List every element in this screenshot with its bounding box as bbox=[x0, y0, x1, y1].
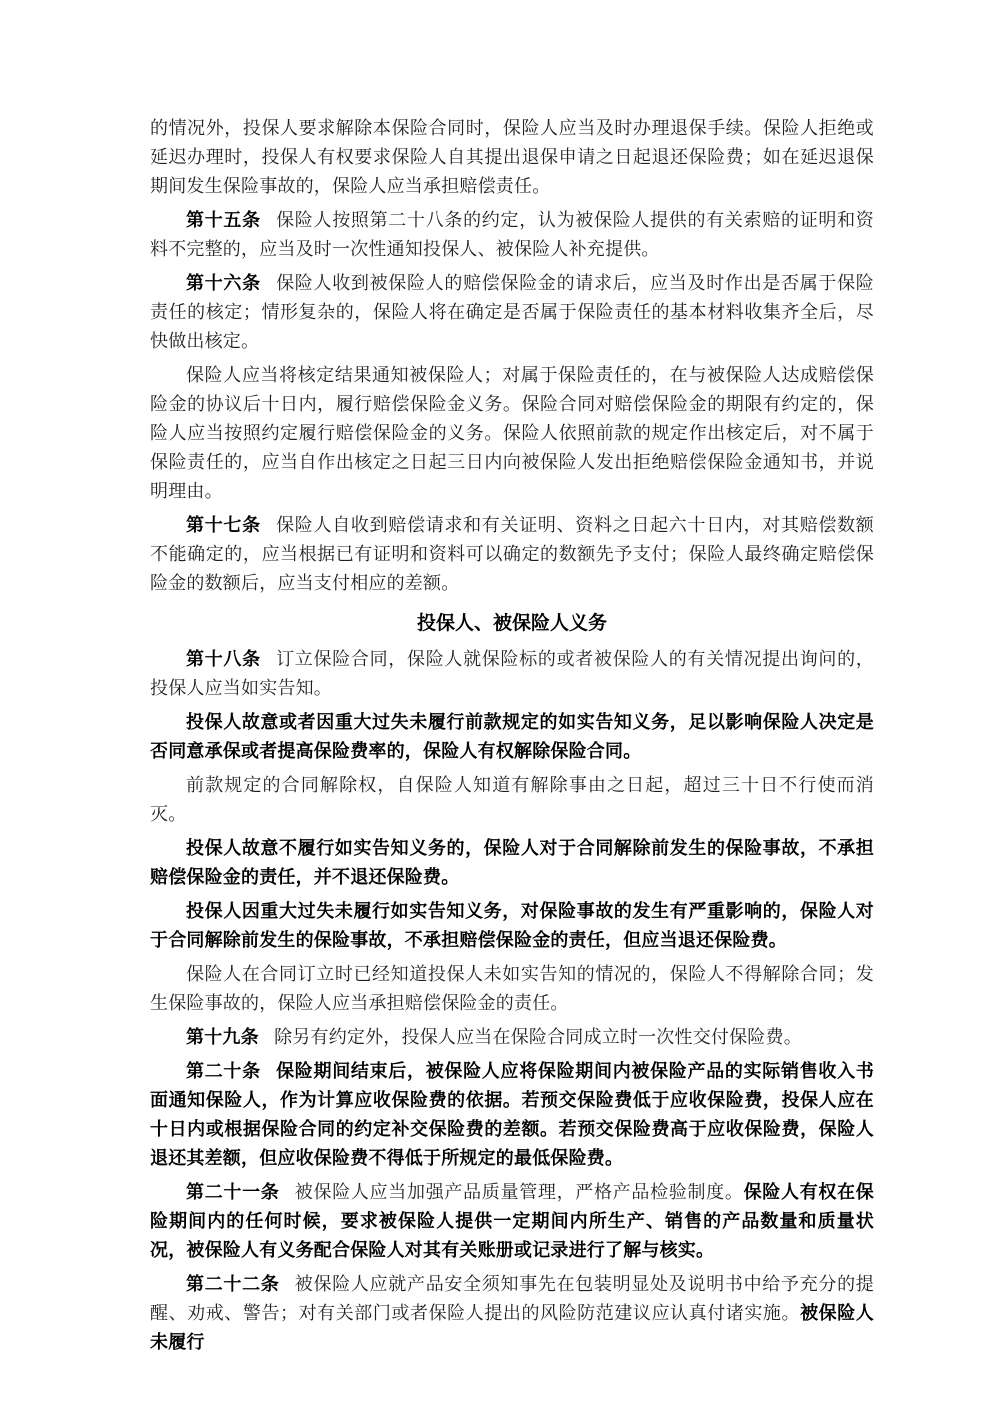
article-21-label: 第二十一条 bbox=[186, 1182, 280, 1203]
paragraph-gross-negligence: 投保人因重大过失未履行如实告知义务，对保险事故的发生有严重影响的，保险人对于合同解除前发生的保险事故，不承担赔偿保险金的责任，但应当退还保险费。 bbox=[150, 901, 874, 951]
article-19-label: 第十九条 bbox=[186, 1027, 259, 1048]
article-22-label: 第二十二条 bbox=[186, 1274, 280, 1295]
paragraph-continuation: 的情况外，投保人要求解除本保险合同时，保险人应当及时办理退保手续。保险人拒绝或延迟办理时，投保人有权要求保险人自其提出退保申请之日起退还保险费；如在延迟退保期间发生保险事故的，保险人应当承担赔偿责任。 bbox=[150, 118, 874, 197]
paragraph-article-21 bbox=[150, 1178, 874, 1265]
paragraph-notify-result: 保险人应当将核定结果通知被保险人；对属于保险责任的，在与被保险人达成赔偿保险金的协议后十日内，履行赔偿保险金义务。保险合同对赔偿保险金的期限有约定的，保险人应当按照约定履行赔偿保险金的义务。保险人依照前款的规定作出核定后，对不属于保险责任的，应当自作出核定之日起三日内向被保险人发出拒绝赔偿保险金通知书，并说明理由。 bbox=[150, 365, 874, 502]
paragraph-article-18 bbox=[150, 645, 874, 703]
article-21-text-bold: 保险人有权在保险期间内的任何时候，要求被保险人提供一定期间内所生产、销售的产品数量和质量状况，被保险人有义务配合保险人对其有关账册或记录进行了解与核实。 bbox=[150, 1182, 874, 1261]
article-18-text: 订立保险合同，保险人就保险标的或者被保险人的有关情况提出询问的，投保人应当如实告知。 bbox=[150, 649, 874, 699]
paragraph-article-19 bbox=[150, 1023, 874, 1052]
paragraph-article-20 bbox=[150, 1057, 874, 1173]
paragraph-insurer-knew: 保险人在合同订立时已经知道投保人未如实告知的情况的，保险人不得解除合同；发生保险事故的，保险人应当承担赔偿保险金的责任。 bbox=[150, 964, 874, 1014]
paragraph-article-22 bbox=[150, 1270, 874, 1357]
article-20-text: 保险期间结束后，被保险人应将保险期间内被保险产品的实际销售收入书面通知保险人，作为计算应收保险费的依据。若预交保险费低于应收保险费，投保人应在十日内或根据保险合同的约定补交保险费的差额。若预交保险费高于应收保险费，保险人退还其差额，但应收保险费不得低于所规定的最低保险费。 bbox=[150, 1061, 874, 1169]
paragraph-rescind-right: 前款规定的合同解除权，自保险人知道有解除事由之日起，超过三十日不行使而消灭。 bbox=[150, 775, 874, 825]
article-22-text-bold: 被保险人未履行 bbox=[150, 1303, 874, 1353]
article-15-label: 第十五条 bbox=[186, 210, 261, 231]
article-17-text: 保险人自收到赔偿请求和有关证明、资料之日起六十日内，对其赔偿数额不能确定的，应当根据已有证明和资料可以确定的数额先予支付；保险人最终确定赔偿保险金的数额后，应当支付相应的差额。 bbox=[150, 515, 874, 594]
paragraph-intentional-no-refund: 投保人故意不履行如实告知义务的，保险人对于合同解除前发生的保险事故，不承担赔偿保险金的责任，并不退还保险费。 bbox=[150, 838, 874, 888]
paragraph-intentional-disclosure: 投保人故意或者因重大过失未履行前款规定的如实告知义务，足以影响保险人决定是否同意承保或者提高保险费率的，保险人有权解除保险合同。 bbox=[150, 712, 874, 762]
section-heading: 投保人、被保险人义务 bbox=[416, 612, 607, 634]
article-16-text: 保险人收到被保险人的赔偿保险金的请求后，应当及时作出是否属于保险责任的核定；情形复杂的，保险人将在确定是否属于保险责任的基本材料收集齐全后，尽快做出核定。 bbox=[150, 273, 874, 352]
article-17-label: 第十七条 bbox=[186, 515, 261, 536]
article-20-label: 第二十条 bbox=[186, 1061, 261, 1082]
article-16-label: 第十六条 bbox=[186, 273, 261, 294]
paragraph-article-17 bbox=[150, 511, 874, 598]
paragraph-article-15 bbox=[150, 206, 874, 264]
article-15-text: 保险人按照第二十八条的约定，认为被保险人提供的有关索赔的证明和资料不完整的，应当及时一次性通知投保人、被保险人补充提供。 bbox=[150, 210, 874, 260]
article-21-text-regular: 被保险人应当加强产品质量管理，严格产品检验制度。 bbox=[294, 1182, 744, 1203]
article-19-text: 除另有约定外，投保人应当在保险合同成立时一次性交付保险费。 bbox=[274, 1027, 802, 1048]
paragraph-article-16 bbox=[150, 269, 874, 356]
article-22-text-regular: 被保险人应就产品安全须知事先在包装明显处及说明书中给予充分的提醒、劝戒、警告；对有关部门或者保险人提出的风险防范建议应认真付诸实施。 bbox=[150, 1274, 874, 1324]
article-18-label: 第十八条 bbox=[186, 649, 261, 670]
